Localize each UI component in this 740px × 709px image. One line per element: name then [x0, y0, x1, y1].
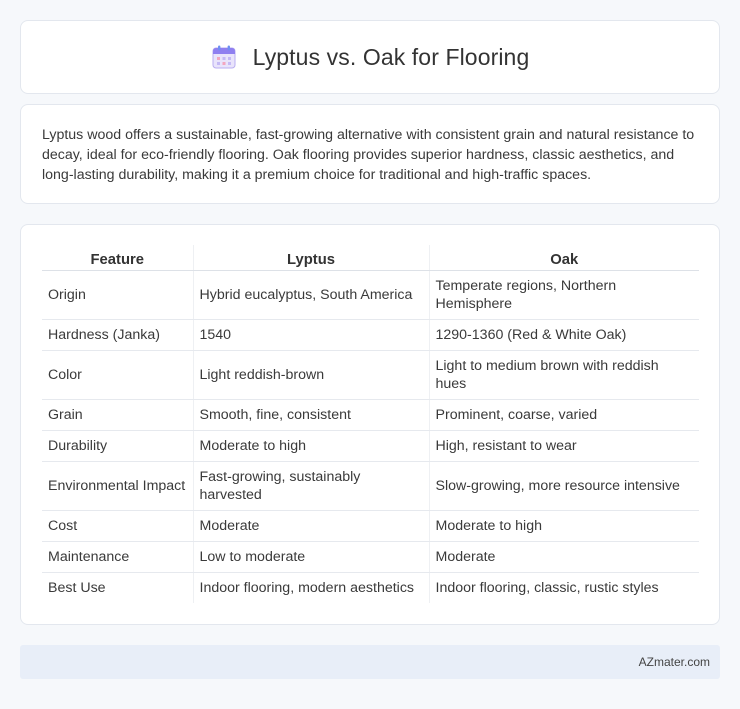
lyptus-cell: Low to moderate — [193, 541, 429, 572]
table-row — [42, 572, 699, 603]
table-row — [42, 399, 699, 430]
oak-cell: Moderate — [429, 541, 699, 572]
oak-cell: 1290-1360 (Red & White Oak) — [429, 319, 699, 350]
header-oak: Oak — [429, 245, 699, 270]
table-row — [42, 319, 699, 350]
lyptus-cell: Indoor flooring, modern aesthetics — [193, 572, 429, 603]
oak-cell: Moderate to high — [429, 510, 699, 541]
oak-cell: Light to medium brown with reddish hues — [429, 350, 699, 399]
table-row — [42, 350, 699, 399]
oak-cell: Prominent, coarse, varied — [429, 399, 699, 430]
title-wrap — [211, 44, 530, 71]
feature-cell: Grain — [42, 399, 193, 430]
oak-cell: High, resistant to wear — [429, 430, 699, 461]
oak-cell: Slow-growing, more resource intensive — [429, 461, 699, 510]
feature-cell: Maintenance — [42, 541, 193, 572]
header-lyptus: Lyptus — [193, 245, 429, 270]
page-title: Lyptus vs. Oak for Flooring — [252, 43, 530, 70]
lyptus-cell: Light reddish-brown — [193, 350, 429, 399]
calendar-icon — [211, 44, 237, 70]
comparison-table — [42, 245, 699, 603]
table-row — [42, 461, 699, 510]
feature-cell: Best Use — [48, 579, 106, 596]
lyptus-cell: Hybrid eucalyptus, South America — [193, 270, 429, 319]
lyptus-cell: 1540 — [193, 319, 429, 350]
feature-cell: Origin — [42, 270, 193, 319]
lyptus-cell: Smooth, fine, consistent — [193, 399, 429, 430]
table-row — [42, 510, 699, 541]
footer — [20, 645, 720, 679]
feature-cell: Color — [42, 350, 193, 399]
table-row — [42, 270, 699, 319]
oak-cell: Indoor flooring, classic, rustic styles — [429, 572, 699, 603]
comparison-card — [20, 224, 720, 625]
oak-cell: Temperate regions, Northern Hemisphere — [429, 270, 699, 319]
feature-cell: Cost — [42, 510, 193, 541]
footer-site-link[interactable]: AZmater.com — [638, 655, 710, 669]
header-feature: Feature — [42, 245, 193, 270]
summary-text: Lyptus wood offers a sustainable, fast-growing alternative with consistent grain and natural resistance to decay, ideal for eco-friendly flooring. Oak flooring provides superior hardness, classic aesthetics, and long-lasting durability, making it a premium choice for traditional and high-traffic spaces. — [42, 127, 695, 183]
table-row — [42, 430, 699, 461]
table-header-row — [42, 245, 699, 270]
title-card — [20, 20, 720, 94]
feature-cell: Environmental Impact — [42, 461, 193, 510]
lyptus-cell: Moderate — [193, 510, 429, 541]
table-row — [42, 541, 699, 572]
feature-cell: Durability — [42, 430, 193, 461]
lyptus-cell: Fast-growing, sustainably harvested — [193, 461, 429, 510]
feature-cell: Hardness (Janka) — [42, 319, 193, 350]
lyptus-cell: Moderate to high — [193, 430, 429, 461]
summary-card — [20, 104, 720, 204]
